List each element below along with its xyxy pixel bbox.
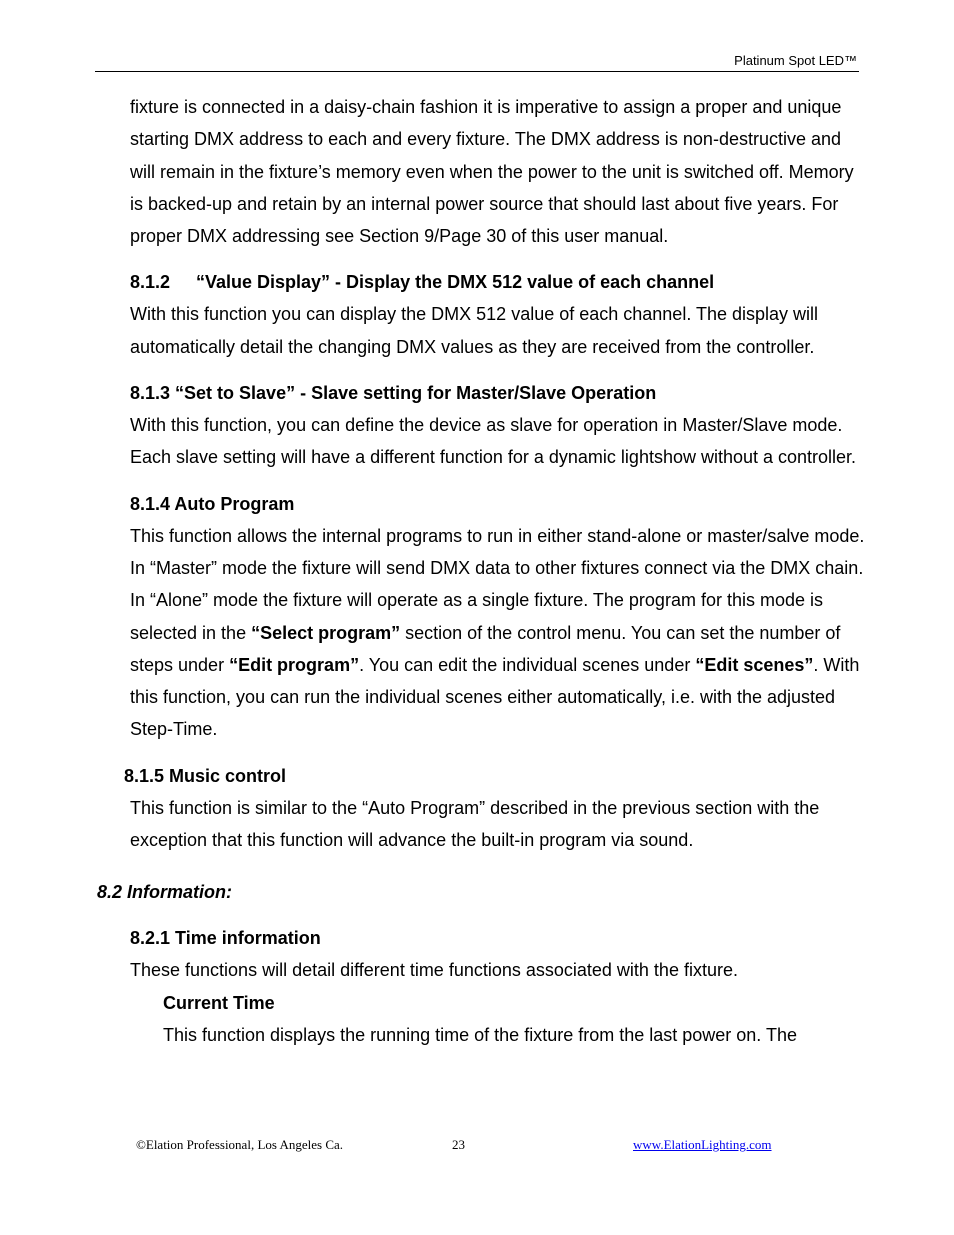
select-program-term: “Select program”	[251, 622, 401, 643]
section-8-2-1-text: These functions will detail different time functions associated with the fixture.	[130, 960, 738, 981]
section-8-1-4-text-part3: . You can edit the individual scenes under	[359, 654, 696, 675]
edit-program-term: “Edit program”	[229, 654, 360, 675]
section-8-1-2-text: With this function you can display the DMX 512 value of each channel. The display will automatically detail the changing DMX values as they are received from the controller.	[130, 304, 819, 357]
section-8-2-1-heading: 8.2.1 Time information	[130, 928, 321, 949]
page-body	[97, 91, 870, 1051]
section-8-1-5-text: This function is similar to the “Auto Program” described in the previous section with the exception that this function will advance the built-in program via sound.	[130, 797, 820, 851]
running-header-title: Platinum Spot LED™	[734, 53, 857, 68]
section-8-1-4-text-part4: . With this function, you can run the individual scenes either automatically, i.e. with the adjusted Step-Time.	[130, 654, 860, 740]
section-8-1-2-heading	[130, 266, 870, 298]
footer-page-number: 23	[452, 1137, 465, 1152]
section-8-1-2-title: “Value Display” - Display the DMX 512 value of each channel	[196, 272, 715, 293]
section-8-1-4-text-part2: section of the control menu. You can set the number of steps under	[130, 622, 841, 675]
section-8-1-4-text	[130, 520, 870, 746]
section-8-1-2-number: 8.1.2	[130, 272, 171, 293]
footer-website-link[interactable]: www.ElationLighting.com	[633, 1137, 772, 1152]
section-8-1-4-heading: 8.1.4 Auto Program	[130, 493, 295, 514]
current-time-heading: Current Time	[163, 992, 275, 1013]
footer-copyright: ©Elation Professional, Los Angeles Ca.	[136, 1137, 344, 1152]
edit-scenes-term: “Edit scenes”	[695, 654, 814, 675]
section-8-1-5-heading: 8.1.5 Music control	[124, 765, 287, 786]
current-time-text: This function displays the running time of the fixture from the last power on. The	[163, 1024, 797, 1045]
section-8-1-4-text-part1: This function allows the internal programs to run in either stand-alone or master/salve mode. In “Master” mode the fixture will send DMX data to other fixtures connect via the DMX chain. In “Alone” mode the fixture will operate as a single fixture. The program for this mode is selected in the	[130, 525, 865, 643]
section-8-2-heading: 8.2 Information:	[97, 882, 233, 903]
section-8-1-3-heading: 8.1.3 “Set to Slave” - Slave setting for Master/Slave Operation	[130, 383, 657, 404]
section-8-1-3-text: With this function, you can define the device as slave for operation in Master/Slave mode. Each slave setting will have a different function for a dynamic lightshow without a controller.	[130, 415, 857, 468]
header-divider	[95, 71, 859, 72]
intro-paragraph: fixture is connected in a daisy-chain fashion it is imperative to assign a proper and unique starting DMX address to each and every fixture. The DMX address is non-destructive and will remain in the fixture’s memory even when the power to the unit is switched off. Memory is backed-up and retain by an internal power source that should last about five years. For proper DMX addressing see Section 9/Page 30 of this user manual.	[130, 97, 854, 247]
